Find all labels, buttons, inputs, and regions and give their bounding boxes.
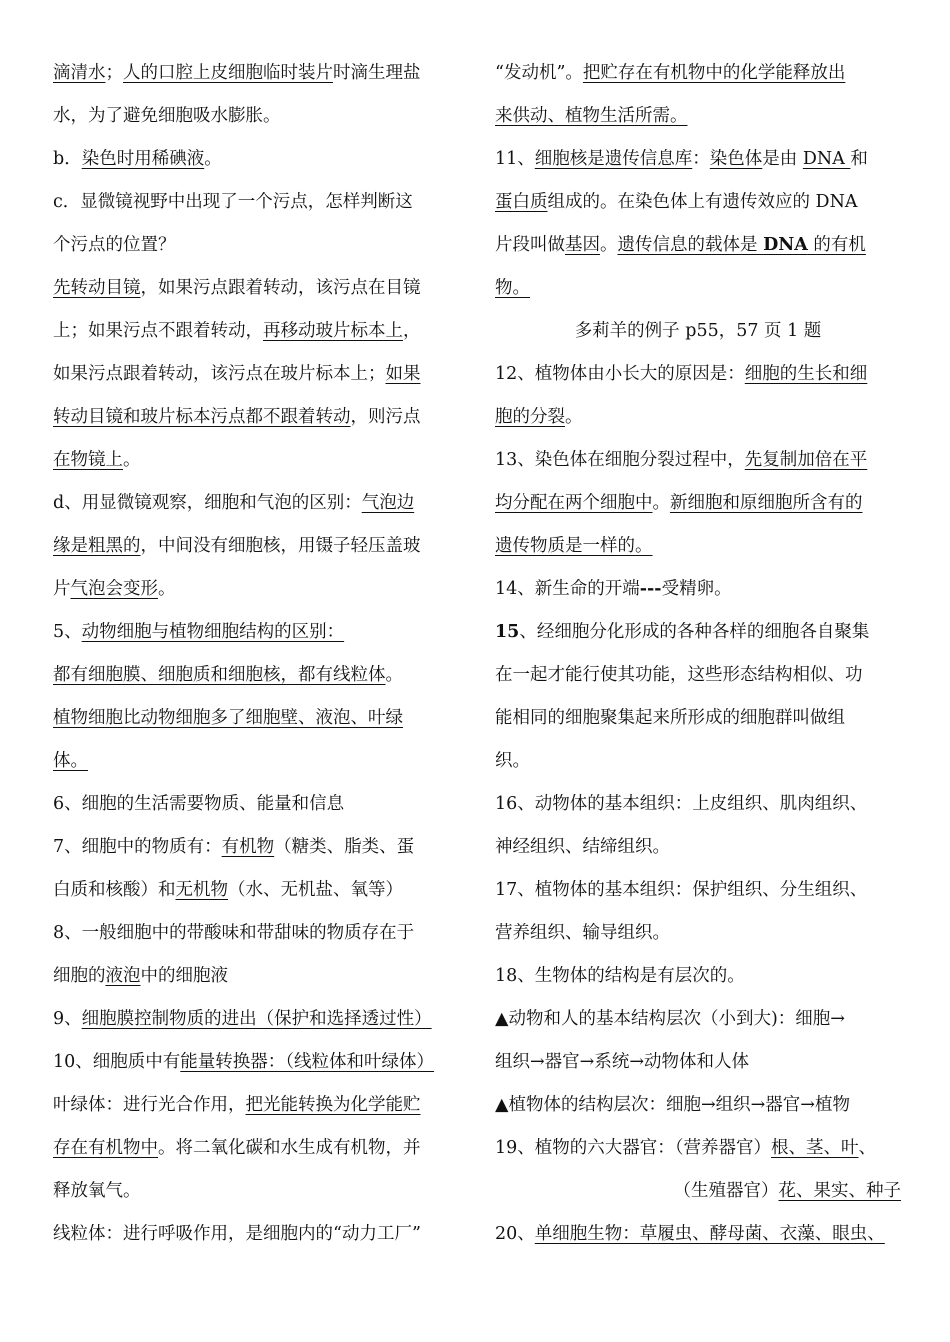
text-line: [495, 353, 901, 396]
text-run: 水，为了避免细胞吸水膨胀。: [53, 106, 281, 126]
text-run: b．: [53, 149, 82, 169]
underlined-text: 物。: [495, 278, 530, 298]
text-line: [53, 826, 459, 869]
underlined-text: 如果: [385, 364, 421, 384]
text-line: [53, 998, 459, 1041]
underlined-text: 无机物: [175, 880, 228, 900]
text-line: [53, 525, 459, 568]
text-run: 。: [652, 493, 670, 513]
text-line: [53, 224, 459, 267]
text-run: ：: [692, 149, 710, 169]
text-run: 14、新生命的开端: [495, 579, 640, 599]
text-line: [495, 525, 901, 568]
underlined-text: 来供动、植物生活所需。: [495, 106, 688, 126]
text-run: 中的细胞液: [140, 966, 228, 986]
text-run: ---: [639, 579, 662, 599]
text-run: 18、生物体的结构是有层次的。: [495, 966, 745, 986]
text-run: （糖类、脂类、蛋: [274, 837, 415, 857]
text-run: 是由: [762, 149, 803, 169]
text-run: 受精卵。: [661, 579, 732, 599]
text-line: [53, 439, 459, 482]
text-line: [495, 611, 901, 654]
underlined-text: 均分配在两个细胞中: [495, 493, 653, 513]
underlined-text: 细胞核是遗传信息库: [534, 149, 693, 169]
underlined-text: 人的口腔上皮细胞临时装片: [123, 63, 333, 83]
text-line: [53, 138, 459, 181]
text-run: （水、无机盐、氧等）: [228, 880, 403, 900]
underlined-text: 遗传物质是一样的。: [495, 536, 653, 556]
text-run: 15: [495, 622, 520, 642]
underlined-text: 遗传信息的载体是: [617, 235, 764, 255]
text-line: [53, 1084, 459, 1127]
text-line: [53, 396, 459, 439]
underlined-text: 气泡边: [361, 493, 415, 513]
underlined-text: 滴清水: [53, 63, 106, 83]
text-line: [495, 869, 901, 912]
underlined-text: 染色时用稀碘液: [81, 149, 205, 169]
underlined-text: 细胞膜控制物质的进出（保护和选择透过性）: [81, 1009, 432, 1029]
text-line: [53, 654, 459, 697]
text-line: [53, 1127, 459, 1170]
text-run: 白质和核酸）和: [53, 880, 176, 900]
text-line: [495, 1170, 901, 1213]
text-run: 17、植物体的基本组织：保护组织、分生组织、: [495, 880, 868, 900]
text-line: [495, 95, 901, 138]
text-line: [495, 912, 901, 955]
text-run: 。: [123, 450, 141, 470]
text-run: 和: [850, 149, 868, 169]
underlined-text: 把光能转换为化学能贮: [245, 1095, 421, 1115]
text-run: 叶绿体：进行光合作用，: [53, 1095, 246, 1115]
text-line: [495, 568, 901, 611]
text-line: [53, 95, 459, 138]
text-line: [53, 482, 459, 525]
text-line: [495, 740, 901, 783]
underlined-text: 存在有机物中: [53, 1138, 158, 1158]
text-run: d、用显微镜观察，细胞和气泡的区别：: [53, 493, 362, 513]
underlined-text: 体。: [53, 751, 88, 771]
text-line: [495, 138, 901, 181]
text-line: [53, 267, 459, 310]
text-run: 。: [600, 235, 618, 255]
text-run: 组织→器官→系统→动物体和人体: [495, 1052, 749, 1072]
text-run: “发动机”。: [495, 63, 583, 83]
underlined-text: DNA: [802, 149, 851, 169]
text-run: 、: [858, 1138, 877, 1158]
text-run: 能相同的细胞聚集起来所形成的细胞群叫做组: [495, 708, 845, 728]
underlined-text: 能量转换器：（线粒体和叶绿体）: [180, 1052, 435, 1072]
text-run: c．显微镜视野中出现了一个污点，怎样判断这: [53, 192, 413, 212]
text-line: [495, 52, 901, 95]
text-run: 片段叫做: [495, 235, 565, 255]
underlined-text: 植物细胞比动物细胞多了细胞壁、液泡、叶绿: [53, 708, 403, 728]
text-run: 11、: [495, 149, 535, 169]
text-line: [495, 396, 901, 439]
text-line: [495, 826, 901, 869]
text-line: [53, 611, 459, 654]
text-run: 织。: [495, 751, 530, 771]
underlined-text: DNA: [763, 235, 808, 255]
underlined-text: 在物镜上: [53, 450, 123, 470]
text-line: [495, 955, 901, 998]
text-line: [495, 654, 901, 697]
text-run: 19、植物的六大器官：（营养器官）: [495, 1138, 772, 1158]
text-run: 组成的。在染色体上有遗传效应的 DNA: [547, 192, 858, 212]
text-run: 5、: [53, 622, 82, 642]
underlined-text: 先复制加倍在平: [744, 450, 868, 470]
text-line: [53, 568, 459, 611]
text-run: 16、动物体的基本组织：上皮组织、肌肉组织、: [495, 794, 868, 814]
underlined-text: 缘是粗黑的: [53, 536, 141, 556]
underlined-text: 先转动目镜: [53, 278, 141, 298]
underlined-text: 有机物: [221, 837, 275, 857]
underlined-text: 胞的分裂: [495, 407, 565, 427]
text-line: [495, 310, 901, 353]
text-run: ，: [403, 321, 421, 341]
text-run: 在一起才能行使其功能，这些形态结构相似、功: [495, 665, 863, 685]
text-run: ，如果污点跟着转动，该污点在目镜: [140, 278, 421, 298]
text-run: 营养组织、输导组织。: [495, 923, 670, 943]
text-line: [53, 52, 459, 95]
text-line: [495, 783, 901, 826]
text-run: 8、一般细胞中的带酸味和带甜味的物质存在于: [53, 923, 415, 943]
text-run: 。将二氧化碳和水生成有机物，并: [158, 1138, 421, 1158]
text-run: 。: [204, 149, 222, 169]
text-run: ▲植物体的结构层次：细胞→组织→器官→植物: [495, 1095, 850, 1115]
underlined-text: 都有细胞膜、细胞质和细胞核，都有线粒体: [53, 665, 386, 685]
text-line: [53, 955, 459, 998]
underlined-text: 的有机: [807, 235, 866, 255]
left-column: [53, 52, 459, 1256]
text-run: 时滴生理盐: [333, 63, 421, 83]
text-line: [53, 353, 459, 396]
text-run: 个污点的位置？: [53, 235, 176, 255]
underlined-text: 基因: [565, 235, 600, 255]
text-line: [495, 439, 901, 482]
text-run: 6、细胞的生活需要物质、能量和信息: [53, 794, 345, 814]
text-line: [495, 1041, 901, 1084]
text-line: [53, 181, 459, 224]
text-line: [495, 697, 901, 740]
text-line: [495, 482, 901, 525]
text-line: [53, 1041, 459, 1084]
text-run: 10、细胞质中有: [53, 1052, 181, 1072]
text-line: [53, 912, 459, 955]
text-line: [495, 998, 901, 1041]
text-run: 20、: [495, 1224, 535, 1244]
underlined-text: 花、果实、种子: [778, 1181, 901, 1201]
text-line: [495, 1084, 901, 1127]
text-run: 神经组织、结缔组织。: [495, 837, 670, 857]
underlined-text: 把贮存在有机物中的化学能释放出: [582, 63, 846, 83]
text-line: [53, 1170, 459, 1213]
text-run: 片: [53, 579, 71, 599]
text-run: ，则污点: [350, 407, 421, 427]
underlined-text: 液泡: [105, 966, 141, 986]
right-column: [495, 52, 901, 1256]
underlined-text: 新细胞和原细胞所含有的: [670, 493, 863, 513]
text-run: 如果污点跟着转动，该污点在玻片标本上；: [53, 364, 386, 384]
underlined-text: 染色体: [709, 149, 763, 169]
text-run: 。: [565, 407, 583, 427]
underlined-text: 转动目镜和玻片标本污点都不跟着转动: [53, 407, 351, 427]
underlined-text: 蛋白质: [495, 192, 548, 212]
text-run: 7、细胞中的物质有：: [53, 837, 222, 857]
text-line: [495, 224, 901, 267]
underlined-text: 根、茎、叶: [771, 1138, 859, 1158]
text-line: [495, 1213, 901, 1256]
underlined-text: 细胞的生长和细: [744, 364, 868, 384]
text-line: [53, 740, 459, 783]
text-run: 释放氧气。: [53, 1181, 141, 1201]
text-line: [495, 267, 901, 310]
text-run: 、经细胞分化形成的各种各样的细胞各自聚集: [519, 622, 870, 642]
text-run: 12、植物体由小长大的原因是：: [495, 364, 745, 384]
text-line: [53, 697, 459, 740]
underlined-text: 动物细胞与植物细胞结构的区别：: [81, 622, 345, 642]
underlined-text: 再移动玻片标本上: [263, 321, 403, 341]
text-run: 13、染色体在细胞分裂过程中，: [495, 450, 745, 470]
text-run: 上；如果污点不跟着转动，: [53, 321, 263, 341]
text-run: ▲动物和人的基本结构层次（小到大)：细胞→: [495, 1009, 845, 1029]
text-run: ，中间没有细胞核，用镊子轻压盖玻: [140, 536, 421, 556]
text-line: [495, 1127, 901, 1170]
text-run: 细胞的: [53, 966, 106, 986]
text-line: [495, 181, 901, 224]
text-line: [53, 1213, 459, 1256]
text-run: 。: [385, 665, 403, 685]
text-run: 9、: [53, 1009, 82, 1029]
text-line: [53, 783, 459, 826]
underlined-text: 气泡会变形: [70, 579, 158, 599]
text-run: 。: [158, 579, 176, 599]
text-run: ；: [105, 63, 123, 83]
underlined-text: 单细胞生物：草履虫、酵母菌、衣藻、眼虫、: [534, 1224, 885, 1244]
text-run: 线粒体：进行呼吸作用，是细胞内的“动力工厂”: [53, 1224, 421, 1244]
text-run: 多莉羊的例子 p55，57 页 1 题: [574, 321, 822, 341]
text-line: [53, 869, 459, 912]
text-line: [53, 310, 459, 353]
text-run: （生殖器官）: [673, 1181, 779, 1201]
